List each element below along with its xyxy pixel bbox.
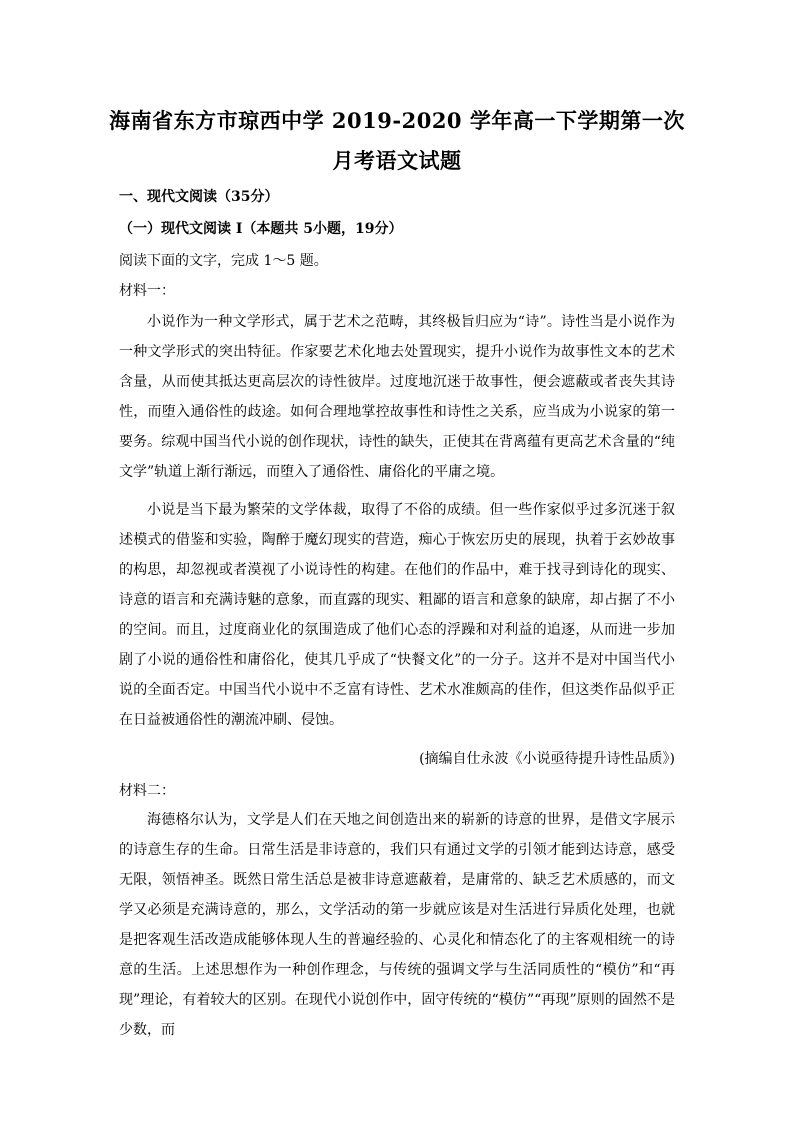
material-two-label: 材料二：: [119, 783, 175, 799]
material-one-label: 材料一：: [119, 283, 175, 299]
section-sub-heading: （一）现代文阅读 I（本题共 5小题，19分）: [119, 221, 403, 237]
material-one-paragraph-1: 小说作为一种文学形式，属于艺术之范畴，其终极旨归应为“诗”。诗性当是小说作为一种文学形式的突出特征。作家要艺术化地去处置现实，提升小说作为故事性文本的艺术含量，从而使其抵达更高层次的诗性彼岸。过度地沉迷于故事性，便会遮蔽或者丧失其诗性，而堕入通俗性的歧途。如何合理地掌控故事性和诗性之关系，应当成为小说家的第一要务。综观中国当代小说的创作现状，诗性的缺失，正使其在背离蕴有更高艺术含量的“纯文学”轨道上渐行渐远，而堕入了通俗性、庸俗化的平庸之境。: [119, 314, 675, 480]
material-one-paragraph-2: 小说是当下最为繁荣的文学体裁，取得了不俗的成绩。但一些作家似乎过多沉迷于叙述模式的借鉴和实验，陶醉于魔幻现实的营造，痴心于恢宏历史的展现，执着于玄妙故事的构思，却忽视或者漠视了小说诗性的构建。在他们的作品中，难于找寻到诗化的现实、诗意的语言和充满诗魅的意象，而直露的现实、粗鄙的语言和意象的缺席，却占据了不小的空间。而且，过度商业化的氛围造成了他们心态的浮躁和对利益的追逐，从而进一步加剧了小说的通俗性和庸俗化，使其几乎成了“快餐文化”的一分子。这并不是对中国当代小说的全面否定。中国当代小说中不乏富有诗性、艺术水准颇高的佳作，但这类作品似乎正在日益被通俗性的潮流冲刷、侵蚀。: [119, 502, 675, 728]
instruction-text: 阅读下面的文字，完成 1～5 题。: [119, 253, 328, 269]
document-title-line-1: 海南省东方市琼西中学 2019-2020 学年高一下学期第一次: [109, 108, 685, 133]
document-title-line-2: 月考语文试题: [332, 148, 462, 173]
material-one-source: (摘编自仕永波《小说亟待提升诗性品质》): [419, 751, 675, 767]
material-two-paragraph-1: 海德格尔认为，文学是人们在天地之间创造出来的崭新的诗意的世界，是借文字展示的诗意生存的生命。日常生活是非诗意的，我们只有通过文学的引领才能到达诗意，感受无限，领悟神圣。既然日常生活总是被非诗意遮蔽着，是庸常的、缺乏艺术质感的，而文学又必须是充满诗意的，那么，文学活动的第一步就应该是对生活进行异质化处理，也就是把客观生活改造成能够体现人生的普遍经验的、心灵化和情态化了的主客观相统一的诗意的生活。上述思想作为一种创作理念，与传统的强调文学与生活同质性的“模仿”和“再现”理论，有着较大的区别。在现代小说创作中，固守传统的“模仿”“再现”原则的固然不是少数，而: [119, 812, 675, 1038]
section-heading: 一、现代文阅读（35分）: [119, 189, 279, 205]
